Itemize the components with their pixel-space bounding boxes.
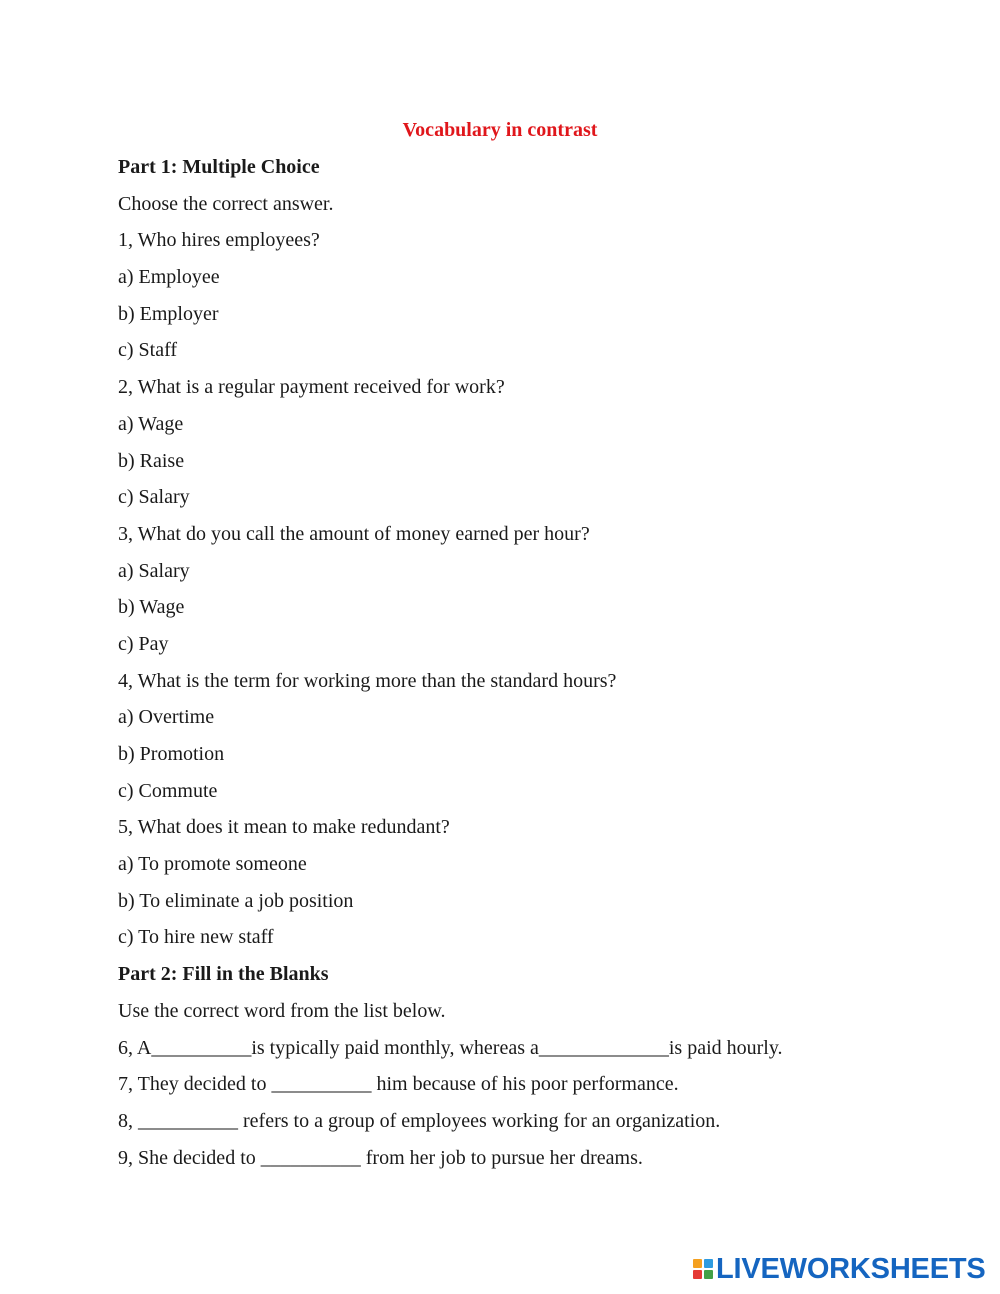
worksheet-line: b) To eliminate a job position (118, 889, 354, 912)
worksheet-line: 1, Who hires employees? (118, 229, 320, 252)
worksheet-line: a) Wage (118, 412, 184, 435)
worksheet-line: 5, What does it mean to make redundant? (118, 816, 450, 839)
worksheet-line: b) Promotion (118, 743, 225, 765)
worksheet-line: Choose the correct answer. (118, 192, 334, 215)
worksheet-line: Use the correct word from the list below. (118, 999, 446, 1022)
worksheet-line: 3, What do you call the amount of money earned per hour? (118, 522, 590, 545)
worksheet-line: 9, She decided to __________ from her job to pursue her dreams. (118, 1146, 643, 1169)
worksheet-line: a) Overtime (118, 706, 215, 729)
section-heading: Part 2: Fill in the Blanks (118, 963, 329, 986)
logo-icon-tile (704, 1270, 713, 1279)
logo-icon-tile (704, 1259, 713, 1268)
worksheet-line: c) Staff (118, 339, 178, 362)
section-heading: Part 1: Multiple Choice (118, 156, 320, 178)
liveworksheets-logo (693, 1253, 986, 1285)
worksheet-line: b) Raise (118, 449, 185, 472)
worksheet-line: b) Employer (118, 302, 219, 325)
worksheet-title: Vocabulary in contrast (402, 119, 598, 141)
liveworksheets-logo-icon (693, 1259, 713, 1279)
worksheet-line: b) Wage (118, 596, 185, 619)
liveworksheets-logo-text: LIVEWORKSHEETS (716, 1253, 986, 1285)
worksheet-line: a) Salary (118, 559, 190, 582)
worksheet-line: a) To promote someone (118, 853, 307, 876)
logo-icon-tile (693, 1259, 702, 1268)
worksheet-line: 7, They decided to __________ him because of his poor performance. (118, 1073, 679, 1096)
worksheet-line: 2, What is a regular payment received for work? (118, 376, 505, 399)
worksheet-body (118, 154, 918, 1181)
worksheet-line: 4, What is the term for working more than the standard hours? (118, 669, 617, 692)
worksheet-line: c) To hire new staff (118, 926, 274, 949)
worksheet-line: c) Salary (118, 486, 190, 509)
worksheet-line: 8, __________ refers to a group of employees working for an organization. (118, 1109, 721, 1132)
worksheet-line: a) Employee (118, 266, 220, 289)
worksheet-line: c) Pay (118, 632, 169, 655)
worksheet-line: c) Commute (118, 779, 218, 802)
logo-icon-tile (693, 1270, 702, 1279)
worksheet-line: 6, A__________is typically paid monthly, whereas a_____________is paid hourly. (118, 1036, 783, 1059)
